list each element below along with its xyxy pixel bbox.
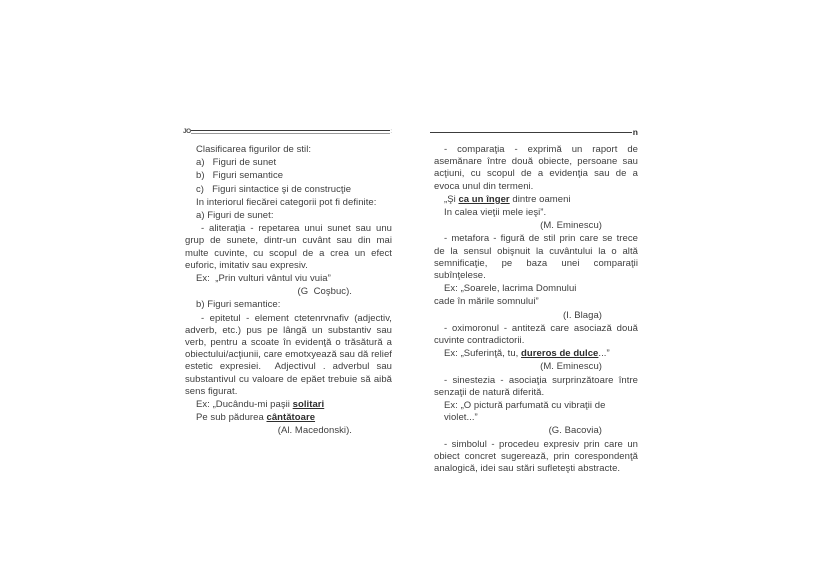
attribution-line [185,286,392,298]
text-segment: Ex: „Ducându-mi paşii [196,399,293,411]
text-segment: - simbolul - procedeu expresiv prin care un obiect concret sugerează, prin corespondenţă analogică, idei sau stări sufleteşti abstracte. [434,438,638,475]
text-line [434,283,638,295]
right-page-header [430,128,638,136]
text-segment: b) Figuri semantice [196,170,284,182]
text-segment: - sinestezia - asociaţia surprinzătoare între senzaţii de natură diferită. [434,374,638,398]
text-line [185,184,392,196]
text-segment: - metafora - figură de stil prin care se trece de la sensul obişnuit la cuvântului la o altă semnificaţie, pe baza unei comparaţii subînţelese. [434,233,638,282]
text-line [185,170,392,182]
text-segment: c) Figuri sintactice şi de construcţie [196,183,352,195]
text-segment: - comparaţia - exprimă un raport de asemănare între două obiecte, persoane sau acţiuni, cu scopul de a evidenţia sau de a evoca unul din termeni. [434,144,638,192]
attribution-line [434,310,638,322]
emphasized-term: cântătoare [266,412,316,424]
text-segment: In interiorul fiecărei categorii pot fi definite: [196,196,377,208]
text-segment: In calea vieţii mele ieşi”. [444,207,547,219]
text-line [185,412,392,424]
paragraph [434,144,638,193]
text-segment: ...” [598,348,610,360]
text-segment: b) Figuri semantice: [196,299,281,311]
paragraph [185,223,392,272]
text-segment: Ex: „O pictură parfumată cu vibraţii de violet...” [444,400,606,424]
left-page [183,128,392,439]
text-line [434,207,638,219]
text-line [434,296,638,308]
text-segment: a) Figuri de sunet: [196,210,274,222]
text-segment: (G. Bacovia) [548,425,602,437]
text-line [185,210,392,222]
text-line [185,273,392,285]
text-segment: (M. Eminescu) [540,361,602,373]
emphasized-term: dureros de dulce [521,348,599,360]
text-line [185,197,392,209]
paragraph [434,233,638,282]
text-segment: (M. Eminescu) [540,220,602,232]
text-segment: Ex: „Soarele, lacrima Domnului [444,283,577,295]
attribution-line [185,425,392,437]
text-segment: a) Figuri de sunet [196,157,277,169]
text-segment: (I. Blaga) [562,309,602,321]
text-segment: dintre oameni [509,193,571,205]
paragraph [434,439,638,476]
text-segment: (G Coşbuc). [297,286,352,298]
text-line [434,400,638,424]
text-line [434,194,638,206]
paragraph [434,375,638,399]
text-line [185,299,392,311]
text-segment: - oximoronul - antiteză care asociază două cuvinte contradictorii. [434,322,638,347]
left-page-header [183,128,392,136]
right-page-text [430,144,638,475]
paragraph [185,313,392,398]
emphasized-term: solitari [292,399,325,411]
text-line [185,144,392,156]
text-segment: Ex: „Suferinţă, tu, [444,348,522,360]
text-segment: Clasificarea figurilor de stil: [196,144,312,155]
text-segment: Pe sub pădurea [196,412,267,424]
left-header-end-mark: : [390,129,392,135]
text-segment: - aliteraţia - repetarea unui sunet sau unu grup de sunete, dintr-un cuvânt sau din mai multe cuvinte, cu scopul de a crea un efect euforic, imitativ sau expresiv. [185,223,392,271]
right-header-rule [430,132,632,133]
text-line [434,348,638,360]
left-header-rule [191,130,391,134]
left-header-mark: JO [183,128,191,135]
right-header-mark: n [632,127,638,137]
text-segment: (Al. Macedonski). [277,425,352,437]
text-line [185,399,392,411]
attribution-line [434,425,638,437]
right-page [430,128,638,476]
text-segment: cade în mările somnului” [434,296,539,308]
emphasized-term: ca un înger [458,193,510,205]
text-line [185,157,392,169]
paragraph [434,323,638,347]
attribution-line [434,361,638,373]
attribution-line [434,220,638,232]
text-segment: „Şi [444,193,459,205]
text-segment: Ex: „Prin vulturi vântul viu vuia” [196,273,331,285]
left-page-text [183,144,392,438]
text-segment: - epitetul - element ctetenrvnafiv (adjectiv, adverb, etc.) pus pe lângă un substantiv sau verb, pentru a scoate în evidenţă o trăsătură a obiectului/acţiunii, care emotxyează sau dă relief estetic expresiei. Adjectivul . adverbul sau substantivul cu valoare de epăet trebuie să aibă sens figurat. [185,312,392,397]
